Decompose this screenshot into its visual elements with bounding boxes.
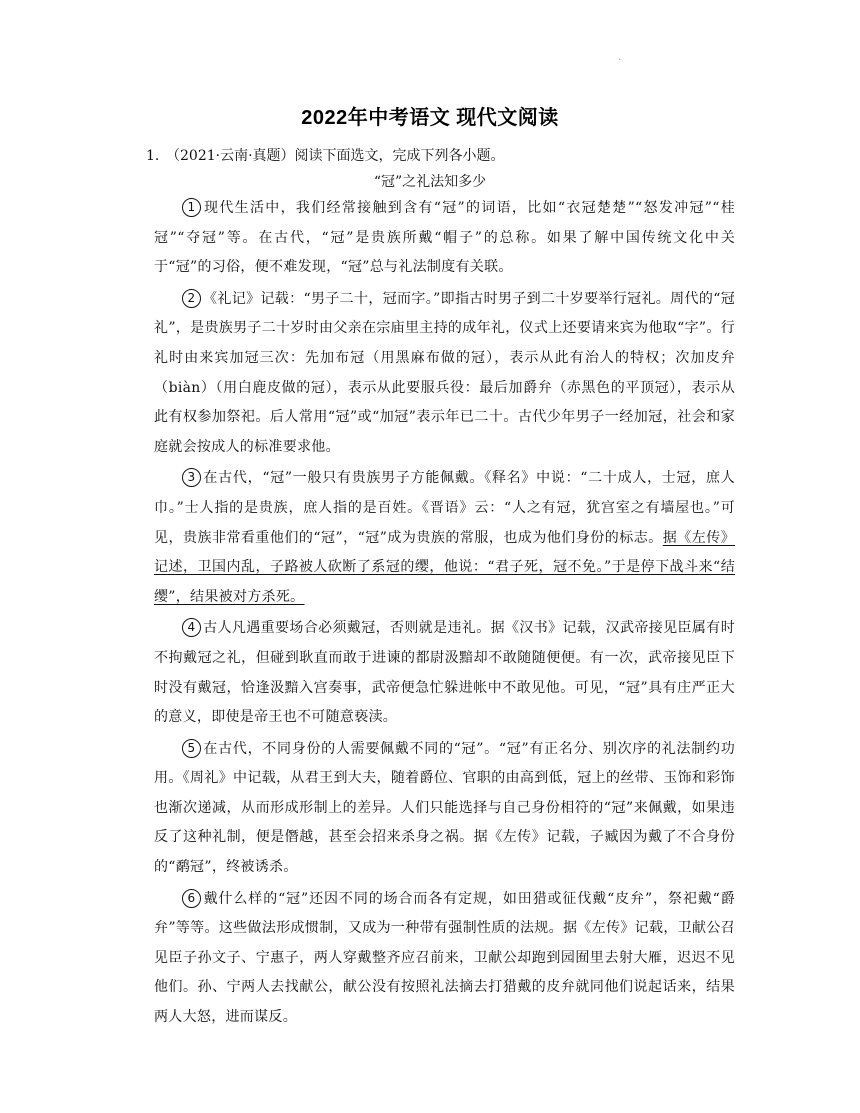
circled-number: 1 [182, 198, 201, 217]
paragraph-text: 戴什么样的“冠”还因不同的场合而各有定规，如田猎或征伐戴“皮弁”，祭祀戴“爵弁”等等。这些做法形成惯制，又成为一种带有强制性质的法规。据《左传》记载，卫献公召见臣子孙文子、宁惠子，两人穿戴整齐应召前来，卫献公却跑到园囿里去射大雁，迟迟不见他们。孙、宁两人去找献公，献公没有按照礼法摘去打猎戴的皮弁就同他们说起话来，结果两人大怒，进而谋反。 [154, 890, 735, 1026]
question-text: （2021·云南·真题）阅读下面选文，完成下列各小题。 [166, 148, 505, 164]
paragraph-4 [154, 614, 735, 732]
paragraph-1 [154, 194, 735, 283]
paragraph-text: 《礼记》记载：“男子二十，冠而字。”即指古时男子到二十岁要举行冠礼。周代的“冠礼”，是贵族男子二十岁时由父亲在宗庙里主持的成年礼，仪式上还要请来宾为他取“字”。行礼时由来宾加冠三次：先加布冠（用黑麻布做的冠），表示从此有治人的特权；次加皮弁（biàn）（用白鹿皮做的冠），表示从此要服兵役：最后加爵弁（赤黑色的平顶冠），表示从此有权参加祭祀。后人常用“冠”或“加冠”表示年已二十。古代少年男子一经加冠，社会和家庭就会按成人的标准要求他。 [154, 290, 735, 455]
circled-number: 5 [182, 739, 201, 758]
circled-number: 6 [182, 889, 201, 908]
circled-number: 2 [182, 289, 201, 308]
essay-body [154, 194, 735, 1035]
document-title: 2022年中考语文 现代文阅读 [301, 107, 559, 129]
question-prompt [146, 145, 746, 165]
paragraph-2 [154, 285, 735, 463]
paragraph-text: 在古代，“冠”一般只有贵族男子方能佩戴。《释名》中说：“二十成人，士冠，庶人巾。”士人指的是贵族，庶人指的是百姓。《晋语》云：“人之有冠，犹宫室之有墙屋也。”可见，贵族非常看重他们的“冠”，“冠”成为贵族的常服，也成为他们身份的标志。 [154, 470, 735, 546]
paragraph-text: 在古代，不同身份的人需要佩戴不同的“冠”。“冠”有正名分、别次序的礼法制约功用。《周礼》中记载，从君王到大夫，随着爵位、官职的由高到低，冠上的丝带、玉饰和彩饰也渐次递减，从而形成形制上的差异。人们只能选择与自己身份相符的“冠”来佩戴，如果违反了这种礼制，便是僭越，甚至会招来杀身之祸。据《左传》记载，子臧因为戴了不合身份的“鹬冠”，终被诱杀。 [154, 740, 735, 876]
paragraph-5 [154, 735, 735, 883]
question-number: 1. [146, 148, 160, 164]
paragraph-6 [154, 885, 735, 1033]
essay-title: “冠”之礼法知多少 [373, 174, 487, 190]
paragraph-text: 现代生活中，我们经常接触到含有“冠”的词语，比如“衣冠楚楚”“怒发冲冠”“桂冠”“夺冠”等。在古代，“冠”是贵族所戴“帽子”的总称。如果了解中国传统文化中关于“冠”的习俗，便不难发现，“冠”总与礼法制度有关联。 [154, 200, 735, 276]
circled-number: 4 [182, 618, 201, 637]
paragraph-3 [154, 464, 735, 612]
circled-number: 3 [182, 468, 201, 487]
page-mark: . [618, 52, 622, 63]
underlined-passage: 据《左传》记述，卫国内乱，子路被人砍断了系冠的缨，他说：“君子死，冠不免。”于是停下战斗来“结缨”，结果被对方杀死。 [154, 529, 735, 605]
paragraph-text: 古人凡遇重要场合必须戴冠，否则就是违礼。据《汉书》记载，汉武帝接见臣属有时不拘戴冠之礼，但碰到耿直而敢于进谏的都尉汲黯却不敢随随便便。有一次，武帝接见臣下时没有戴冠，恰逢汲黯入宫奏事，武帝便急忙躲进帐中不敢见他。可见，“冠”具有庄严正大的意义，即使是帝王也不可随意亵渎。 [154, 620, 735, 726]
